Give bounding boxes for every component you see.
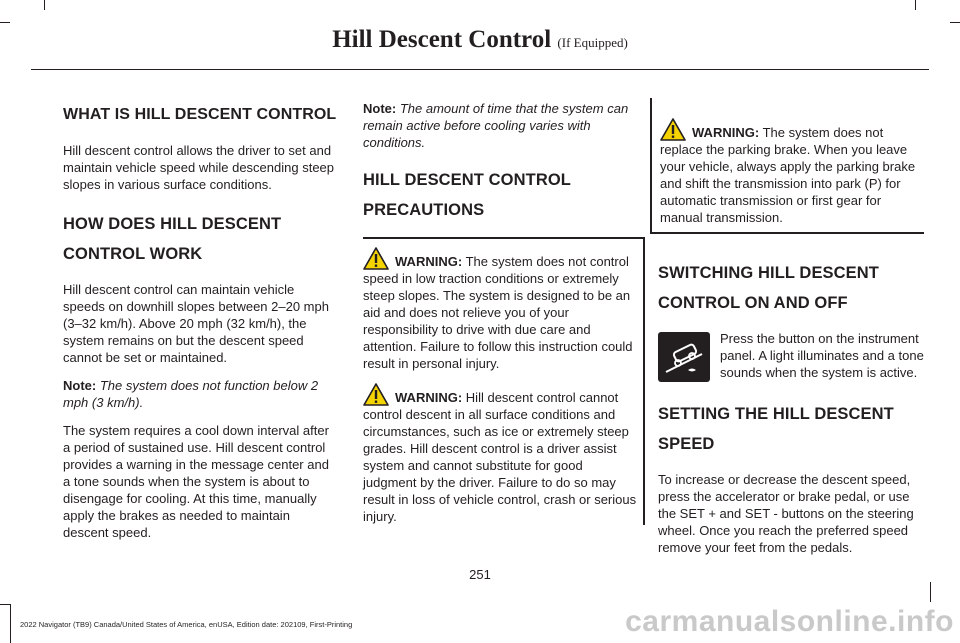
section-heading: HOW DOES HILL DESCENT — [63, 215, 282, 233]
paragraph: To increase or decrease the descent speed, press the accelerator or brake pedal, or use the SET + and SET - buttons on the steering wheel. Once you reach the preferred speed remove your feet from the pedals. — [658, 472, 914, 555]
paragraph: Hill descent control can maintain vehicle speeds on downhill slopes between 2–20 mph (3–32 km/h). Above 20 mph (32 km/h), the system remains on but the descent speed cannot be set or maintained. — [63, 282, 329, 365]
section-heading: HILL DESCENT CONTROL — [363, 171, 571, 189]
note — [63, 377, 337, 411]
warning-box — [363, 237, 645, 525]
note-label: Note: — [363, 101, 397, 116]
note-text: The system does not function below 2 mph (3 km/h). — [63, 378, 319, 410]
note — [363, 100, 637, 151]
note-label: Note: — [63, 378, 97, 393]
crop-mark — [10, 605, 11, 643]
warning-box — [650, 98, 924, 234]
section-heading: CONTROL ON AND OFF — [658, 294, 848, 312]
warning-paragraph — [363, 383, 639, 525]
header-rule — [31, 69, 929, 70]
warning-label: WARNING: — [692, 125, 760, 140]
warning-text: The system does not control speed in low traction conditions or extremely steep slopes. The system is designed to be an aid and does not relieve you of your responsibility to drive with due care and attention. Failure to follow this instruction could result in personal injury. — [363, 254, 633, 371]
warning-triangle-icon — [363, 383, 389, 406]
warning-triangle-icon — [363, 247, 389, 270]
page-title: Hill Descent Control — [332, 26, 552, 53]
section-heading: SPEED — [658, 435, 715, 453]
section-heading: SETTING THE HILL DESCENT — [658, 405, 894, 423]
crop-mark — [0, 604, 11, 605]
paragraph — [658, 330, 924, 381]
paragraph-text: Press the button on the instrument panel. A light illuminates and a tone sounds when the system is active. — [720, 331, 924, 380]
column-1 — [63, 100, 337, 552]
paragraph: The system requires a cool down interval after a period of sustained use. Hill descent control provides a warning in the message center and a tone sounds when the system is about to disengage for cooling. At this time, manually apply the brakes as needed to maintain descent speed. — [63, 423, 329, 540]
warning-label: WARNING: — [395, 390, 463, 405]
page-number: 251 — [469, 567, 491, 582]
warning-text: Hill descent control cannot control descent in all surface conditions and circumstances, such as ice or extremely steep grades. Hill descent control is a driver assist system and cannot substitute for good judgment by the driver. Failure to do so may result in loss of vehicle control, crash or serious injury. — [363, 390, 637, 524]
crop-mark — [930, 582, 931, 602]
warning-label: WARNING: — [395, 254, 463, 269]
edition-info: 2022 Navigator (TB9) Canada/United States of America, enUSA, Edition date: 202109, First-Printing — [20, 620, 353, 629]
column-2 — [363, 100, 637, 531]
section-heading: CONTROL WORK — [63, 245, 203, 263]
crop-mark — [950, 22, 960, 23]
section-heading: PRECAUTIONS — [363, 201, 485, 219]
crop-mark — [915, 0, 916, 10]
warning-triangle-icon — [660, 118, 686, 141]
warning-text: The system does not replace the parking brake. When you leave your vehicle, always apply the parking brake and shift the transmission into park (P) for automatic transmission or first gear for manual transmission. — [660, 125, 916, 225]
note-text: The amount of time that the system can remain active before cooling varies with conditions. — [363, 101, 629, 150]
paragraph: Hill descent control allows the driver to set and maintain vehicle speed while descending steep slopes in various surface conditions. — [63, 143, 335, 192]
watermark: carmanualsonline.info — [625, 605, 954, 638]
page-subtitle: (If Equipped) — [557, 35, 628, 50]
crop-mark — [44, 0, 45, 10]
warning-paragraph — [660, 118, 924, 226]
hill-descent-control-icon — [658, 332, 710, 382]
page-header — [0, 26, 960, 54]
section-heading: WHAT IS HILL DESCENT CONTROL — [63, 106, 337, 123]
warning-paragraph — [363, 247, 639, 372]
crop-mark — [0, 22, 10, 23]
section-heading: SWITCHING HILL DESCENT — [658, 264, 879, 282]
column-3 — [658, 98, 924, 567]
